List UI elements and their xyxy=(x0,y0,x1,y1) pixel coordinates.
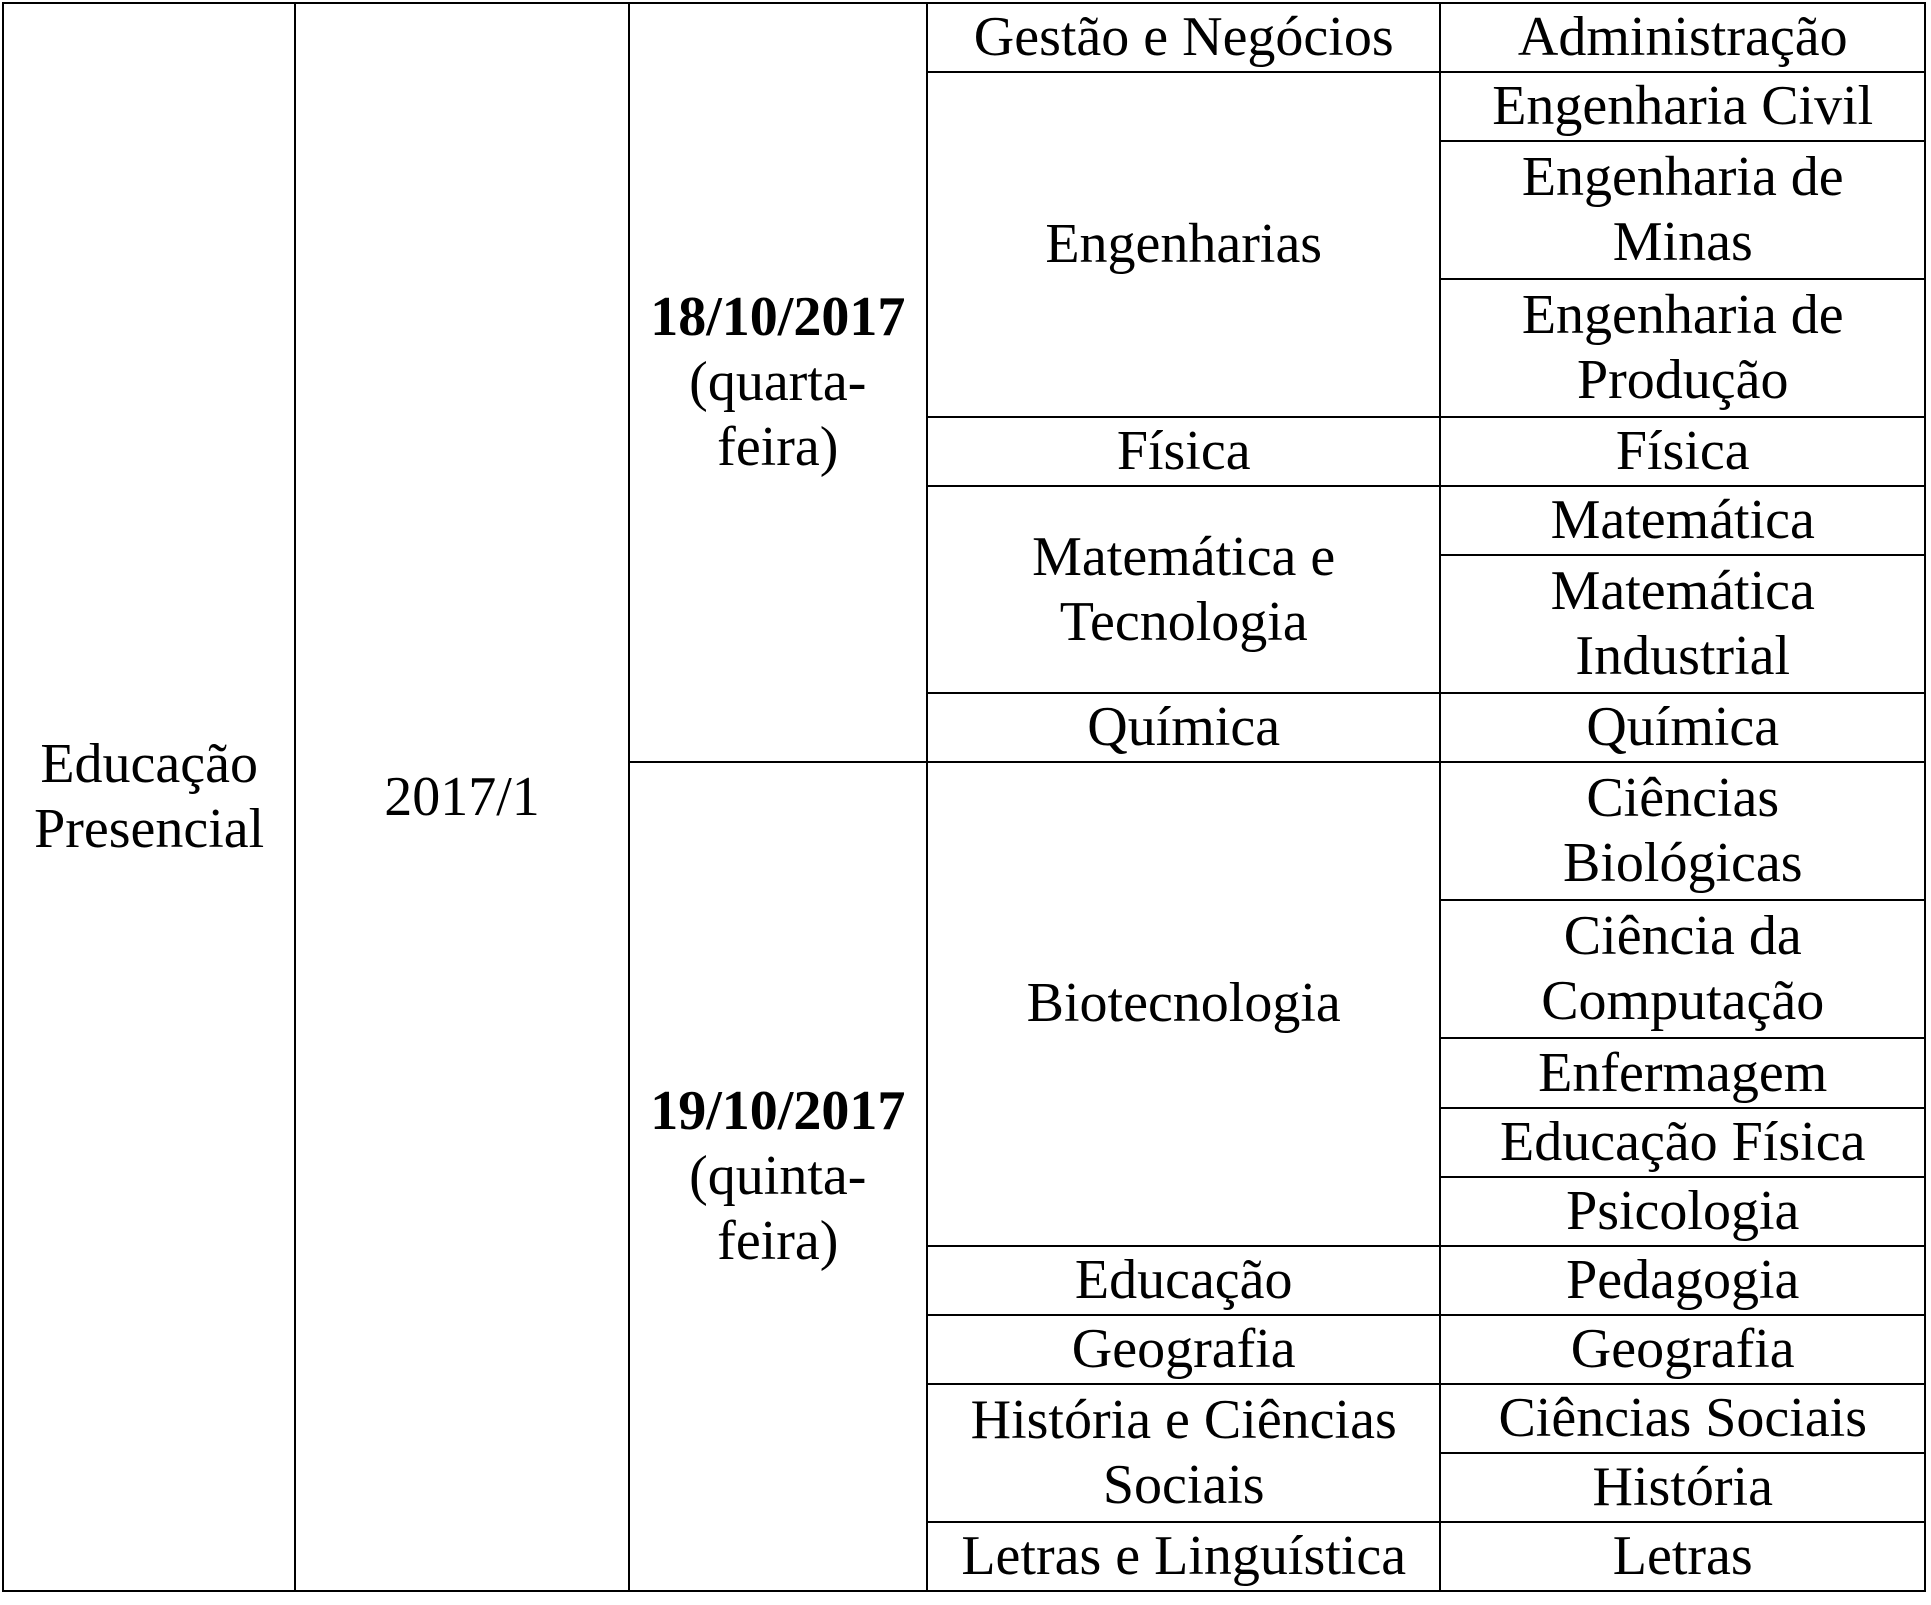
course-cell: Engenharia Civil xyxy=(1440,72,1925,141)
course-cell: Geografia xyxy=(1440,1315,1925,1384)
course-cell: Engenharia de Produção xyxy=(1440,279,1925,417)
course-cell: Química xyxy=(1440,693,1925,762)
course-cell: História xyxy=(1440,1453,1925,1522)
area-cell: História e Ciências Sociais xyxy=(927,1384,1441,1522)
course-cell: Enfermagem xyxy=(1440,1038,1925,1107)
table-row xyxy=(3,3,1925,72)
area-cell: Química xyxy=(927,693,1441,762)
date-text: 18/10/2017 xyxy=(650,286,906,349)
date-cell-2 xyxy=(629,762,927,1591)
area-cell: Gestão e Negócios xyxy=(927,3,1441,72)
schedule-table xyxy=(2,2,1926,1592)
weekday-text: (quarta- feira) xyxy=(689,351,867,479)
course-cell: Psicologia xyxy=(1440,1177,1925,1246)
date-cell-1 xyxy=(629,3,927,762)
periodo-cell: 2017/1 xyxy=(295,3,628,1591)
course-cell: Ciência da Computação xyxy=(1440,900,1925,1038)
course-cell: Educação Física xyxy=(1440,1108,1925,1177)
area-cell: Física xyxy=(927,417,1441,486)
course-cell: Ciências Sociais xyxy=(1440,1384,1925,1453)
area-cell: Geografia xyxy=(927,1315,1441,1384)
course-cell: Engenharia de Minas xyxy=(1440,141,1925,279)
date-text: 19/10/2017 xyxy=(650,1080,906,1143)
area-cell: Engenharias xyxy=(927,72,1441,417)
course-cell: Física xyxy=(1440,417,1925,486)
course-cell: Letras xyxy=(1440,1522,1925,1591)
course-cell: Matemática xyxy=(1440,486,1925,555)
area-cell: Educação xyxy=(927,1246,1441,1315)
course-cell: Administração xyxy=(1440,3,1925,72)
course-cell: Ciências Biológicas xyxy=(1440,762,1925,900)
area-cell: Matemática e Tecnologia xyxy=(927,486,1441,693)
modalidade-cell: Educação Presencial xyxy=(3,3,295,1591)
course-cell: Pedagogia xyxy=(1440,1246,1925,1315)
area-cell: Letras e Linguística xyxy=(927,1522,1441,1591)
area-cell: Biotecnologia xyxy=(927,762,1441,1245)
course-cell: Matemática Industrial xyxy=(1440,555,1925,693)
weekday-text: (quinta- feira) xyxy=(689,1145,867,1273)
